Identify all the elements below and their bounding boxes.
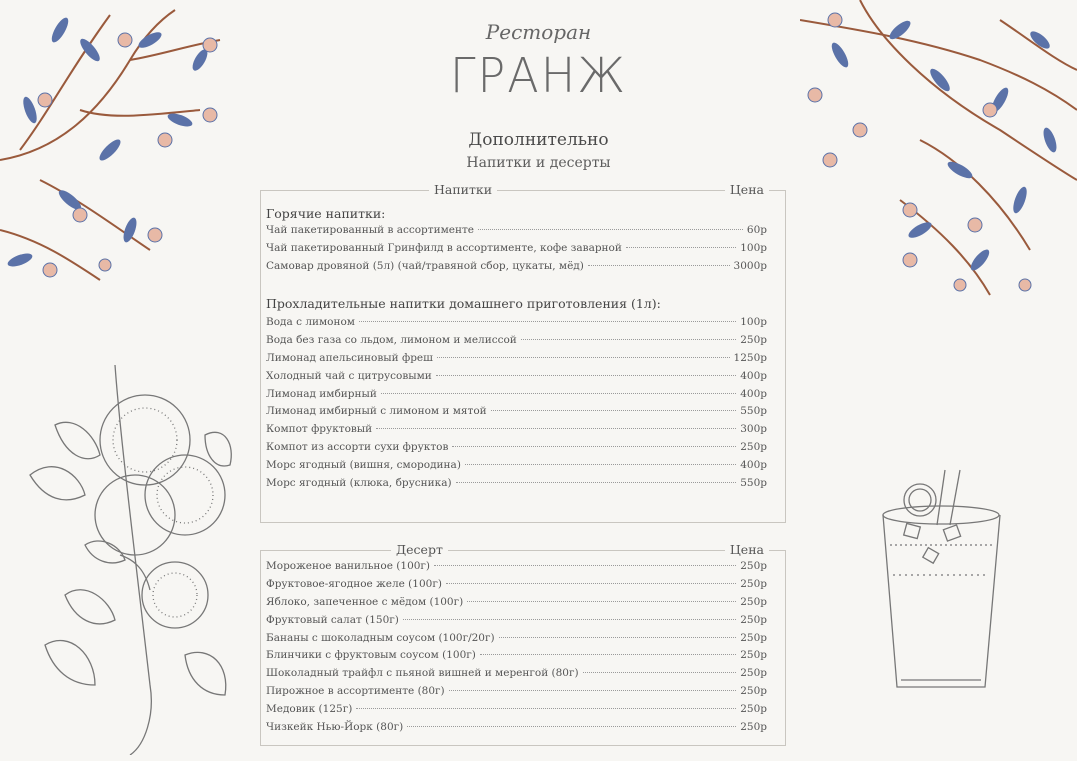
menu-row (266, 703, 767, 721)
menu-row (266, 614, 767, 632)
leader-dots (456, 482, 737, 483)
dessert-heading: Десерт (391, 542, 448, 557)
leader-dots (467, 601, 736, 602)
item-price: 250р (740, 649, 767, 662)
leader-dots (449, 690, 737, 691)
item-price: 100р (740, 241, 767, 254)
leader-dots (491, 410, 737, 411)
drinks-menu-box (260, 182, 786, 523)
leader-dots (437, 357, 730, 358)
restaurant-label: Ресторан (485, 20, 592, 44)
menu-row (266, 388, 767, 406)
item-name: Компот фруктовый (266, 423, 373, 436)
item-price: 100р (740, 316, 767, 328)
dessert-menu-box (260, 542, 786, 746)
leader-dots (381, 393, 736, 394)
menu-row (266, 334, 767, 352)
item-name: Морс ягодный (вишня, смородина) (266, 459, 461, 472)
leader-dots (452, 446, 736, 447)
leader-dots (403, 619, 736, 620)
menu-row (266, 721, 767, 739)
item-price: 250р (740, 613, 767, 626)
item-name: Вода без газа со льдом, лимоном и мелиссой (266, 333, 517, 346)
section-subtitle: Напитки и десерты (466, 155, 611, 171)
item-name: Лимонад имбирный (266, 387, 377, 400)
leader-dots (356, 708, 736, 709)
item-name: Шоколадный трайфл с пьяной вишней и меренгой (80г) (266, 667, 579, 680)
hot-drinks-title: Горячие напитки: (266, 206, 386, 221)
item-name: Медовик (125г) (266, 703, 353, 716)
menu-row (266, 649, 767, 667)
item-price: 400р (740, 459, 767, 472)
item-price: 550р (740, 405, 767, 418)
item-name: Бананы с шоколадным соусом (100г/20г) (266, 631, 495, 644)
item-name: Чай пакетированный Гринфилд в ассортименте, кофе заварной (266, 241, 622, 254)
item-price: 250р (740, 560, 767, 572)
item-name: Фруктовый салат (150г) (266, 613, 399, 626)
item-price: 250р (740, 685, 767, 698)
item-price: 550р (740, 477, 767, 490)
item-price: 3000р (733, 259, 767, 272)
leader-dots (436, 375, 736, 376)
leader-dots (446, 583, 736, 584)
menu-row (266, 405, 767, 423)
leader-dots (478, 229, 743, 230)
menu-row (266, 370, 767, 388)
leader-dots (407, 726, 736, 727)
dessert-price-heading: Цена (725, 542, 769, 557)
item-price: 250р (740, 721, 767, 734)
floral-branch-top-right-icon (800, 0, 1077, 300)
item-price: 250р (740, 577, 767, 590)
menu-row (266, 242, 767, 260)
item-price: 1250р (733, 351, 767, 364)
menu-row (266, 352, 767, 370)
menu-row (266, 560, 767, 578)
dessert-list (266, 560, 767, 739)
leader-dots (626, 247, 736, 248)
lemonade-glass-sketch-icon (875, 465, 1010, 695)
cold-drinks-list (266, 316, 767, 495)
leader-dots (465, 464, 736, 465)
menu-row (266, 260, 767, 278)
citrus-branch-sketch-icon (25, 355, 240, 755)
menu-row (266, 316, 767, 334)
leader-dots (583, 672, 737, 673)
menu-row (266, 224, 767, 242)
drinks-heading: Напитки (429, 182, 497, 197)
leader-dots (499, 637, 737, 638)
item-price: 400р (740, 369, 767, 382)
item-name: Блинчики с фруктовым соусом (100г) (266, 649, 476, 662)
section-title: Дополнительно (468, 130, 609, 150)
leader-dots (376, 428, 736, 429)
item-name: Яблоко, запеченное с мёдом (100г) (266, 595, 464, 608)
item-price: 250р (740, 333, 767, 346)
leader-dots (434, 565, 736, 566)
item-price: 250р (740, 441, 767, 454)
item-price: 250р (740, 631, 767, 644)
hot-drinks-list (266, 224, 767, 278)
item-name: Холодный чай с цитрусовыми (266, 369, 432, 382)
item-price: 300р (740, 423, 767, 436)
leader-dots (521, 339, 736, 340)
menu-row (266, 632, 767, 650)
item-name: Морс ягодный (клюка, брусника) (266, 477, 452, 490)
item-name: Лимонад апельсиновый фреш (266, 351, 433, 364)
item-name: Мороженое ванильное (100г) (266, 560, 431, 572)
item-name: Компот из ассорти сухи фруктов (266, 441, 449, 454)
drinks-price-heading: Цена (725, 182, 769, 197)
menu-row (266, 578, 767, 596)
menu-row (266, 423, 767, 441)
item-name: Чай пакетированный в ассортименте (266, 224, 474, 236)
menu-row (266, 596, 767, 614)
item-name: Чизкейк Нью-Йорк (80г) (266, 721, 404, 734)
item-price: 250р (740, 595, 767, 608)
menu-row (266, 441, 767, 459)
menu-row (266, 667, 767, 685)
cold-drinks-title: Прохладительные напитки домашнего приготовления (1л): (266, 296, 661, 311)
leader-dots (480, 654, 736, 655)
menu-row (266, 685, 767, 703)
restaurant-logo: ГРАНЖ (449, 46, 628, 104)
item-price: 250р (740, 703, 767, 716)
item-price: 250р (740, 667, 767, 680)
item-price: 400р (740, 387, 767, 400)
item-name: Вода с лимоном (266, 316, 355, 328)
item-name: Фруктовое-ягодное желе (100г) (266, 577, 442, 590)
item-price: 60р (746, 224, 767, 236)
menu-row (266, 477, 767, 495)
item-name: Пирожное в ассортименте (80г) (266, 685, 445, 698)
item-name: Самовар дровяной (5л) (чай/травяной сбор, цукаты, мёд) (266, 259, 584, 272)
item-name: Лимонад имбирный с лимоном и мятой (266, 405, 487, 418)
leader-dots (359, 321, 736, 322)
menu-row (266, 459, 767, 477)
leader-dots (588, 265, 730, 266)
